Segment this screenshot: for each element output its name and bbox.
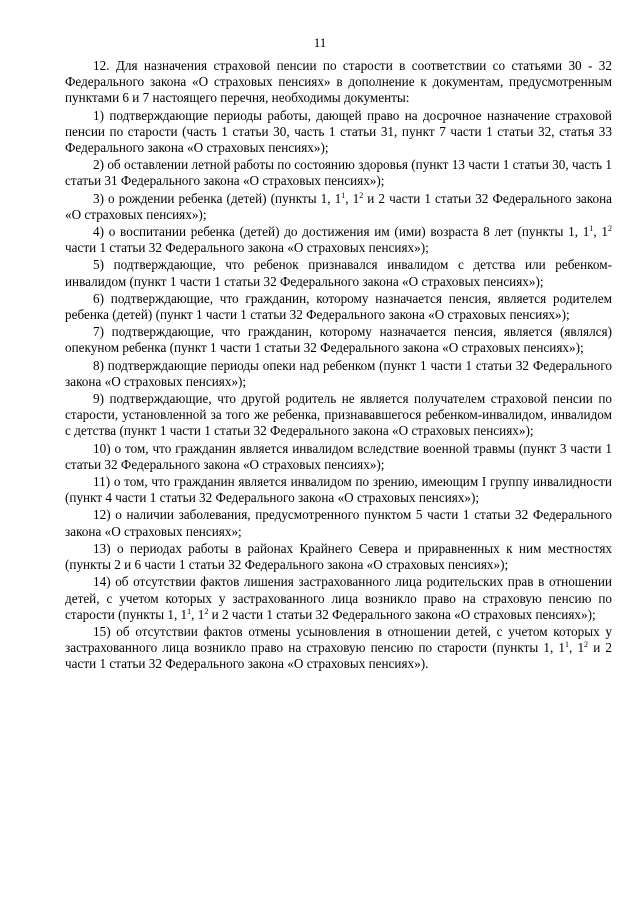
list-item-1: 1) подтверждающие периоды работы, дающей право на досрочное назначение страховой пенсии по старости (часть 1 статьи 30, часть 1 статьи 31, пункт 7 части 1 статьи 32, статья 33 Федерального закона «О страховых пенсиях»);	[65, 107, 612, 156]
document-body	[65, 58, 612, 674]
list-item-2: 2) об оставлении летной работы по состоянию здоровья (пункт 13 части 1 статьи 30, часть 1 статьи 31 Федерального закона «О страховых пенсиях»);	[65, 157, 612, 189]
list-item-8: 8) подтверждающие периоды опеки над ребенком (пункт 1 части 1 статьи 32 Федерального закона «О страховых пенсиях»);	[65, 357, 612, 389]
list-item-12: 12) о наличии заболевания, предусмотренного пунктом 5 части 1 статьи 32 Федерального закона «О страховых пенсиях»;	[65, 507, 612, 539]
list-item-6: 6) подтверждающие, что гражданин, которому назначается пенсия, является родителем ребенка (детей) (пункт 1 части 1 статьи 32 Федерального закона «О страховых пенсиях»);	[65, 290, 612, 323]
list-item-10: 10) о том, что гражданин является инвалидом вследствие военной травмы (пункт 3 части 1 статьи 32 Федерального закона «О страховых пенсиях»);	[65, 440, 612, 472]
page-number: 11	[313, 35, 327, 50]
list-item-13: 13) о периодах работы в районах Крайнего Севера и приравненных к ним местностях (пункты 2 и 6 части 1 статьи 32 Федерального закона «О страховых пенсиях»);	[65, 540, 612, 573]
list-item-9: 9) подтверждающие, что другой родитель не является получателем страховой пенсии по старости, установленной за того же ребенка, признававшегося ребенком-инвалидом, инвалидом с детства (пункт 1 части 1 статьи 32 Федерального закона «О страховых пенсиях»);	[65, 391, 612, 439]
list-item-4: 4) о воспитании ребенка (детей) до достижения им (ими) возраста 8 лет (пункты 1, $1^1$, $1^2$ части 1 статьи 32 Федерального закона «О страховых пенсиях»);	[65, 224, 612, 256]
paragraph-12: 12. Для назначения страховой пенсии по старости в соответствии со статьями 30 - 32 Федерального закона «О страховых пенсиях» в дополнение к документам, предусмотренным пунктами 6 и 7 настоящего перечня, необходимы документы:	[65, 58, 612, 106]
list-item-3: 3) о рождении ребенка (детей) (пункты 1, $1^1$, $1^2$ и 2 части 1 статьи 32 Федерального закона «О страховых пенсиях»);	[65, 190, 612, 222]
list-item-14: 14) об отсутствии фактов лишения застрахованного лица родительских прав в отношении детей, с учетом которых у застрахованного лица возникло право на страховую пенсию по старости (пункты 1, $1^1$, $1^2$ и 2 части 1 статьи 32 Федерального закона «О страховых пенсиях»);	[65, 574, 612, 622]
list-item-7: 7) подтверждающие, что гражданин, которому назначается пенсия, является (являлся) опекуном ребенка (пункт 1 части 1 статьи 32 Федерального закона «О страховых пенсиях»);	[65, 324, 612, 356]
list-item-11: 11) о том, что гражданин является инвалидом по зрению, имеющим I группу инвалидности (пункт 4 части 1 статьи 32 Федерального закона «О страховых пенсиях»);	[65, 474, 612, 506]
list-item-5: 5) подтверждающие, что ребенок признавался инвалидом с детства или ребенком-инвалидом (пункт 1 части 1 статьи 32 Федерального закона «О страховых пенсиях»);	[65, 257, 612, 289]
list-item-15: 15) об отсутствии фактов отмены усыновления в отношении детей, с учетом которых у застрахованного лица возникло право на страховую пенсию по старости (пункты 1, $1^1$, $1^2$ и 2 части 1 статьи 32 Федерального закона «О страховых пенсиях»).	[65, 623, 612, 672]
